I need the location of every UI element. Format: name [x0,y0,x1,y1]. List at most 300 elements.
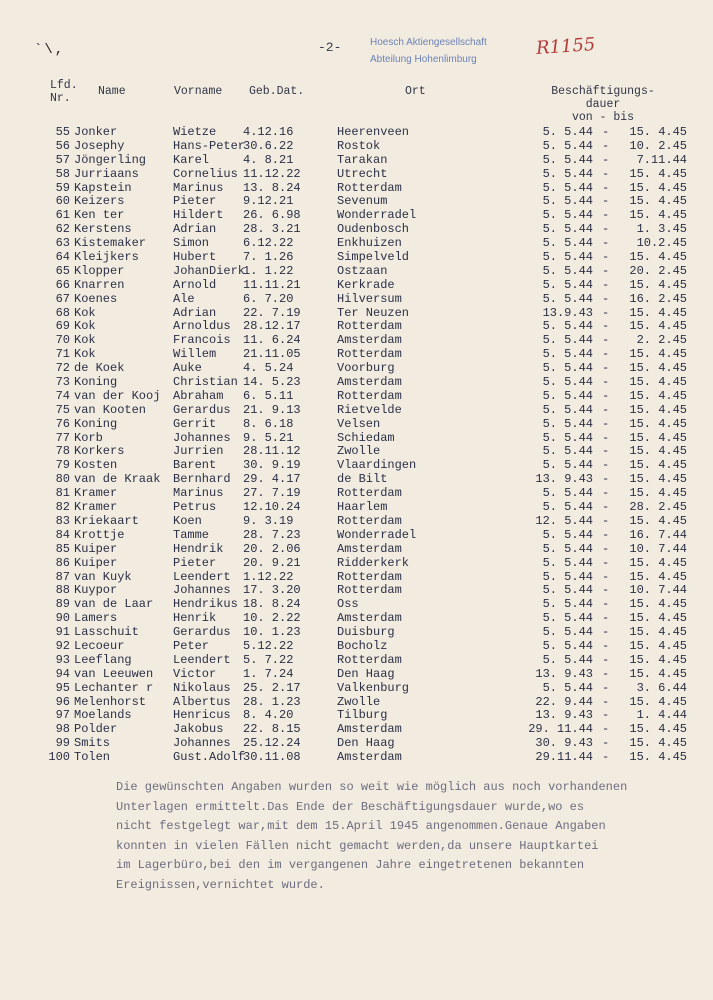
row-from-date: 13. 9.43 [535,708,593,723]
row-from-date: 5. 5.44 [542,416,593,431]
row-place: Kerkrade [337,277,395,292]
row-vorname: Auke [173,361,202,376]
row-birth-date: 26. 6.98 [243,208,301,223]
row-to-date: 10. 7.44 [629,583,687,598]
table-row [0,432,713,446]
footnote-line: konnten in vielen Fällen nicht gemacht werden,da unsere Hauptkartei [116,838,599,853]
row-name: Kosten [74,458,118,473]
table-row [0,682,713,696]
row-number: 70 [55,333,70,348]
row-number: 73 [55,375,70,390]
table-row [0,334,713,348]
row-range-dash: - [602,236,610,251]
row-number: 95 [55,680,70,695]
row-from-date: 5. 5.44 [542,263,593,278]
row-from-date: 22. 9.44 [535,694,593,709]
row-place: Rotterdam [337,347,402,362]
row-range-dash: - [602,458,610,473]
table-row [0,473,713,487]
row-birth-date: 10. 1.23 [243,625,301,640]
row-birth-date: 1. 1.22 [243,263,294,278]
row-to-date: 15. 4.45 [629,666,687,681]
row-name: Lamers [74,611,118,626]
row-name: Moelands [74,708,132,723]
row-to-date: 15. 4.45 [629,208,687,223]
row-to-date: 15. 4.45 [629,472,687,487]
row-place: Duisburg [337,625,395,640]
row-name: Smits [74,736,111,751]
row-number: 55 [55,125,70,139]
row-range-dash: - [602,291,610,306]
row-range-dash: - [602,388,610,403]
row-birth-date: 11. 6.24 [243,333,301,348]
row-vorname: Hendrik [173,541,224,556]
row-birth-date: 30.11.08 [243,750,301,765]
row-vorname: Adrian [173,222,217,237]
row-place: Wonderradel [337,208,417,223]
row-range-dash: - [602,125,610,139]
row-number: 56 [55,138,70,153]
row-range-dash: - [602,375,610,390]
row-vorname: Albertus [173,694,231,709]
row-from-date: 5. 5.44 [542,222,593,237]
row-place: Rotterdam [337,652,402,667]
table-row [0,376,713,390]
table-row [0,557,713,571]
row-birth-date: 25. 2.17 [243,680,301,695]
row-vorname: Adrian [173,305,217,320]
row-birth-date: 28. 1.23 [243,694,301,709]
table-row [0,237,713,251]
table-row [0,390,713,404]
row-vorname: Marinus [173,180,224,195]
row-birth-date: 21. 9.13 [243,402,301,417]
footnote-line: nicht festgelegt war,mit dem 15.April 1945 angenommen.Genaue Angaben [116,819,606,833]
table-row [0,445,713,459]
row-name: Klopper [74,263,125,278]
row-from-date: 5. 5.44 [542,625,593,640]
row-to-date: 15. 4.45 [629,569,687,584]
table-row [0,543,713,557]
row-birth-date: 8. 6.18 [243,416,294,431]
row-from-date: 5. 5.44 [542,361,593,376]
company-stamp [370,34,502,68]
row-vorname: Pieter [173,194,217,209]
row-name: Lasschuit [74,625,139,640]
row-number: 66 [55,277,70,292]
row-vorname: Victor [173,666,217,681]
row-to-date: 10.2.45 [636,236,687,251]
row-number: 81 [55,486,70,501]
row-place: Den Haag [337,736,395,751]
row-range-dash: - [602,611,610,626]
row-place: Zwolle [337,694,381,709]
row-range-dash: - [602,625,610,640]
row-to-date: 15. 4.45 [629,319,687,334]
row-from-date: 5. 5.44 [542,166,593,181]
table-row [0,515,713,529]
row-vorname: Barent [173,458,217,473]
row-vorname: Hubert [173,250,217,265]
row-name: Kok [74,347,96,362]
row-name: van der Kooj [74,388,161,403]
row-to-date: 15. 4.45 [629,166,687,181]
row-place: Den Haag [337,666,395,681]
archive-reference: R1155 [535,33,597,60]
row-number: 96 [55,694,70,709]
stamp-company-name: Hoesch Aktiengesellschaft [370,37,487,48]
row-name: Kok [74,305,96,320]
row-vorname: Pieter [173,555,217,570]
row-to-date: 15. 4.45 [629,250,687,265]
row-from-date: 5. 5.44 [542,444,593,459]
row-place: Rostok [337,138,381,153]
row-birth-date: 22. 8.15 [243,722,301,737]
row-name: Kok [74,333,96,348]
row-vorname: Petrus [173,500,217,515]
table-row [0,584,713,598]
row-number: 58 [55,166,70,181]
row-to-date: 15. 4.45 [629,194,687,209]
row-place: Rotterdam [337,319,402,334]
row-vorname: Arnold [173,277,217,292]
row-to-date: 15. 4.45 [629,416,687,431]
footnote [116,778,686,895]
row-name: Keizers [74,194,125,209]
row-range-dash: - [602,486,610,501]
row-name: van Kooten [74,402,147,417]
row-number: 91 [55,625,70,640]
table-row [0,223,713,237]
row-to-date: 1. 4.44 [636,708,687,723]
row-number: 80 [55,472,70,487]
row-range-dash: - [602,208,610,223]
row-number: 60 [55,194,70,209]
row-name: Koning [74,416,118,431]
row-from-date: 13.9.43 [542,305,593,320]
row-range-dash: - [602,680,610,695]
row-from-date: 5. 5.44 [542,597,593,612]
row-range-dash: - [602,277,610,292]
row-birth-date: 5.12.22 [243,638,294,653]
row-birth-date: 5. 7.22 [243,652,294,667]
row-birth-date: 28. 7.23 [243,527,301,542]
row-to-date: 15. 4.45 [629,722,687,737]
col-header-vorname: Vorname [174,85,223,98]
row-name: Kerstens [74,222,132,237]
row-place: Voorburg [337,361,395,376]
table-row [0,418,713,432]
row-place: Sevenum [337,194,388,209]
row-birth-date: 4. 5.24 [243,361,294,376]
row-number: 84 [55,527,70,542]
row-birth-date: 4. 8.21 [243,152,294,167]
row-to-date: 15. 4.45 [629,736,687,751]
row-to-date: 15. 4.45 [629,444,687,459]
row-name: van Leeuwen [74,666,154,681]
row-number: 82 [55,500,70,515]
row-range-dash: - [602,402,610,417]
row-place: Oss [337,597,359,612]
row-range-dash: - [602,597,610,612]
row-number: 77 [55,430,70,445]
row-name: Ken ter [74,208,125,223]
row-from-date: 5. 5.44 [542,319,593,334]
row-place: Velsen [337,416,381,431]
row-vorname: Willem [173,347,217,362]
row-birth-date: 9. 3.19 [243,513,294,528]
row-from-date: 5. 5.44 [542,138,593,153]
col-header-besch-line1: Beschäftigungs- [551,85,655,98]
col-header-besch-line3: von - bis [571,111,635,124]
row-vorname: Gerardus [173,402,231,417]
table-row [0,251,713,265]
row-to-date: 15. 4.45 [629,611,687,626]
row-birth-date: 6.12.22 [243,236,294,251]
row-birth-date: 11.12.22 [243,166,301,181]
row-number: 69 [55,319,70,334]
footnote-line: im Lagerbüro,bei den im vergangenen Jahre eingetretenen bekannten [116,858,585,872]
row-birth-date: 25.12.24 [243,736,301,751]
row-to-date: 16. 7.44 [629,527,687,542]
row-birth-date: 9.12.21 [243,194,294,209]
table-row [0,293,713,307]
row-birth-date: 18. 8.24 [243,597,301,612]
row-range-dash: - [602,194,610,209]
table-row [0,696,713,710]
table-row [0,612,713,626]
row-range-dash: - [602,569,610,584]
table-row [0,571,713,585]
table-row [0,182,713,196]
row-place: Rotterdam [337,569,402,584]
row-place: Tilburg [337,708,388,723]
row-place: Amsterdam [337,611,402,626]
row-from-date: 5. 5.44 [542,652,593,667]
row-to-date: 15. 4.45 [629,750,687,765]
row-number: 79 [55,458,70,473]
row-to-date: 10. 2.45 [629,138,687,153]
row-name: Kleijkers [74,250,139,265]
table-row [0,723,713,737]
row-vorname: Nikolaus [173,680,231,695]
row-from-date: 5. 5.44 [542,583,593,598]
row-from-date: 5. 5.44 [542,375,593,390]
row-number: 72 [55,361,70,376]
row-from-date: 5. 5.44 [542,333,593,348]
row-birth-date: 20. 9.21 [243,555,301,570]
row-name: Melenhorst [74,694,147,709]
row-birth-date: 1. 7.24 [243,666,294,681]
row-to-date: 7.11.44 [636,152,687,167]
col-header-name: Name [98,85,126,98]
row-range-dash: - [602,708,610,723]
row-range-dash: - [602,180,610,195]
col-header-geb-dat: Geb.Dat. [249,85,305,98]
row-birth-date: 7. 1.26 [243,250,294,265]
col-header-nr-line1: Lfd. [50,79,78,92]
row-name: Polder [74,722,118,737]
row-place: Hilversum [337,291,402,306]
row-from-date: 5. 5.44 [542,555,593,570]
row-to-date: 15. 4.45 [629,652,687,667]
row-from-date: 13. 9.43 [535,472,593,487]
row-place: Rietvelde [337,402,402,417]
row-name: Korkers [74,444,125,459]
row-place: Rotterdam [337,388,402,403]
table-row [0,751,713,765]
row-number: 98 [55,722,70,737]
row-vorname: Hans-Peter [173,138,246,153]
row-vorname: Jakobus [173,722,224,737]
row-number: 88 [55,583,70,598]
row-name: Kapstein [74,180,132,195]
row-place: Valkenburg [337,680,410,695]
row-to-date: 2. 2.45 [636,333,687,348]
table-row [0,348,713,362]
row-name: Kistemaker [74,236,147,251]
row-vorname: JohanDierk [173,263,246,278]
row-to-date: 1. 3.45 [636,222,687,237]
row-number: 85 [55,541,70,556]
row-from-date: 5. 5.44 [542,277,593,292]
row-range-dash: - [602,652,610,667]
row-name: Josephy [74,138,125,153]
row-place: Amsterdam [337,722,402,737]
table-row [0,307,713,321]
row-number: 75 [55,402,70,417]
row-range-dash: - [602,166,610,181]
row-name: van de Kraak [74,472,161,487]
row-name: Kuiper [74,541,118,556]
table-row [0,737,713,751]
row-from-date: 5. 5.44 [542,402,593,417]
table-row [0,362,713,376]
row-from-date: 12. 5.44 [535,513,593,528]
table-row [0,126,713,140]
table-row [0,209,713,223]
row-vorname: Karel [173,152,210,167]
table-row [0,501,713,515]
row-vorname: Wietze [173,125,217,139]
row-range-dash: - [602,361,610,376]
col-header-nr [50,79,78,105]
row-range-dash: - [602,444,610,459]
row-birth-date: 21.11.05 [243,347,301,362]
row-range-dash: - [602,263,610,278]
row-birth-date: 12.10.24 [243,500,301,515]
row-name: Koning [74,375,118,390]
row-place: Utrecht [337,166,388,181]
row-from-date: 5. 5.44 [542,194,593,209]
row-place: Ridderkerk [337,555,410,570]
row-name: Knarren [74,277,125,292]
row-to-date: 10. 7.44 [629,541,687,556]
row-to-date: 15. 4.45 [629,277,687,292]
row-from-date: 5. 5.44 [542,180,593,195]
row-name: Tolen [74,750,111,765]
row-to-date: 28. 2.45 [629,500,687,515]
row-place: Enkhuizen [337,236,402,251]
row-number: 78 [55,444,70,459]
row-number: 87 [55,569,70,584]
row-from-date: 5. 5.44 [542,569,593,584]
row-birth-date: 28.12.17 [243,319,301,334]
row-number: 62 [55,222,70,237]
row-to-date: 15. 4.45 [629,361,687,376]
row-place: Tarakan [337,152,388,167]
row-to-date: 15. 4.45 [629,597,687,612]
row-birth-date: 30. 9.19 [243,458,301,473]
row-range-dash: - [602,333,610,348]
row-birth-date: 30.6.22 [243,138,294,153]
row-place: Vlaardingen [337,458,417,473]
col-header-beschaeftigung [538,85,668,124]
row-number: 92 [55,638,70,653]
table-row [0,279,713,293]
footnote-line: Ereignissen,vernichtet wurde. [116,877,325,892]
row-place: Oudenbosch [337,222,410,237]
row-vorname: Marinus [173,486,224,501]
row-name: Kuypor [74,583,118,598]
row-range-dash: - [602,472,610,487]
row-range-dash: - [602,305,610,320]
row-name: Kramer [74,500,118,515]
row-name: van de Laar [74,597,154,612]
row-from-date: 5. 5.44 [542,638,593,653]
row-place: Bocholz [337,638,388,653]
row-place: Ter Neuzen [337,305,410,320]
row-name: Jurriaans [74,166,139,181]
row-vorname: Christian [173,375,238,390]
row-range-dash: - [602,541,610,556]
table-row [0,598,713,612]
row-vorname: Gerrit [173,416,217,431]
row-vorname: Gerardus [173,625,231,640]
row-name: Lechanter r [74,680,154,695]
row-birth-date: 6. 5.11 [243,388,294,403]
row-from-date: 5. 5.44 [542,527,593,542]
row-range-dash: - [602,250,610,265]
footnote-line: Die gewünschten Angaben wurden so weit wie möglich aus noch vorhandenen [116,780,628,794]
row-range-dash: - [602,319,610,334]
row-to-date: 20. 2.45 [629,263,687,278]
row-number: 93 [55,652,70,667]
row-to-date: 15. 4.45 [629,125,687,139]
row-place: Amsterdam [337,333,402,348]
row-birth-date: 13. 8.24 [243,180,301,195]
table-row [0,140,713,154]
row-from-date: 5. 5.44 [542,250,593,265]
row-name: Lecoeur [74,638,125,653]
row-number: 89 [55,597,70,612]
row-number: 94 [55,666,70,681]
table-row [0,487,713,501]
row-range-dash: - [602,416,610,431]
row-from-date: 13. 9.43 [535,666,593,681]
row-birth-date: 9. 5.21 [243,430,294,445]
row-name: Kramer [74,486,118,501]
row-place: Rotterdam [337,180,402,195]
row-to-date: 15. 4.45 [629,638,687,653]
row-to-date: 15. 4.45 [629,402,687,417]
row-to-date: 15. 4.45 [629,694,687,709]
row-place: Amsterdam [337,375,402,390]
row-to-date: 15. 4.45 [629,458,687,473]
row-number: 63 [55,236,70,251]
row-vorname: Johannes [173,583,231,598]
row-name: van Kuyk [74,569,132,584]
